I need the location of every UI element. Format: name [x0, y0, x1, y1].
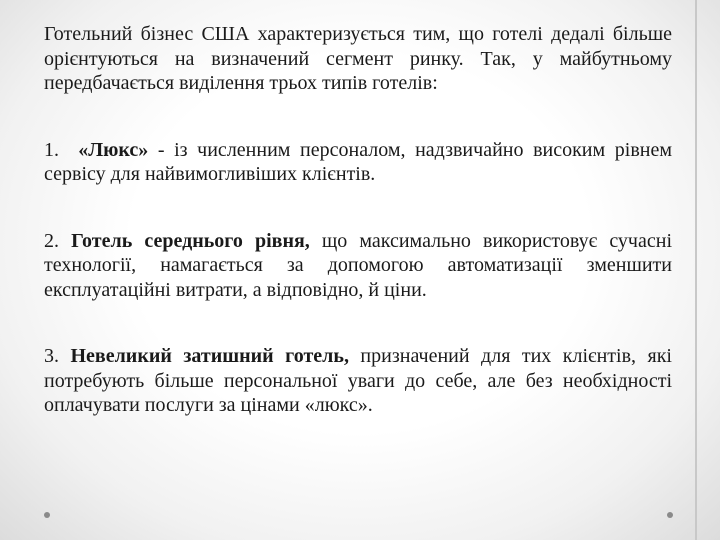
list-item-number: 3. [44, 345, 59, 367]
list-item-luxury [44, 138, 672, 187]
list-item-title: «Люкс» [78, 138, 149, 161]
slide-content [44, 22, 672, 418]
bullet-dot-decoration [667, 512, 673, 518]
list-item-text: що максимально використовує сучасні технології, намагається за допомогою автоматизації зменшити експлуатаційні витрати, а відповідно, й ціни. [44, 229, 673, 301]
intro-paragraph: Готельний бізнес США характеризується тим, що готелі дедалі більше орієнтуються на визначений сегмент ринку. Так, у майбутньому передбачається виділення трьох типів готелів: [44, 23, 672, 94]
list-item-text: - із численним персоналом, надзвичайно високим рівнем сервісу для найвимогливіших клієнтів. [44, 138, 672, 185]
list-item-number: 2. [44, 229, 59, 252]
frame-line-decoration [695, 0, 697, 540]
list-item-number: 1. [44, 138, 59, 161]
bullet-dot-decoration [44, 512, 50, 518]
list-item-title: Готель середнього рівня, [71, 229, 310, 252]
list-item-title: Невеликий затишний готель, [70, 345, 349, 367]
list-item-small-cozy [44, 344, 672, 418]
list-item-midrange [44, 229, 672, 303]
list-item-text: призначений для тих клієнтів, які потребують більше персональної уваги до себе, але без необхідності оплачувати послуги за цінами «люкс». [44, 345, 672, 416]
